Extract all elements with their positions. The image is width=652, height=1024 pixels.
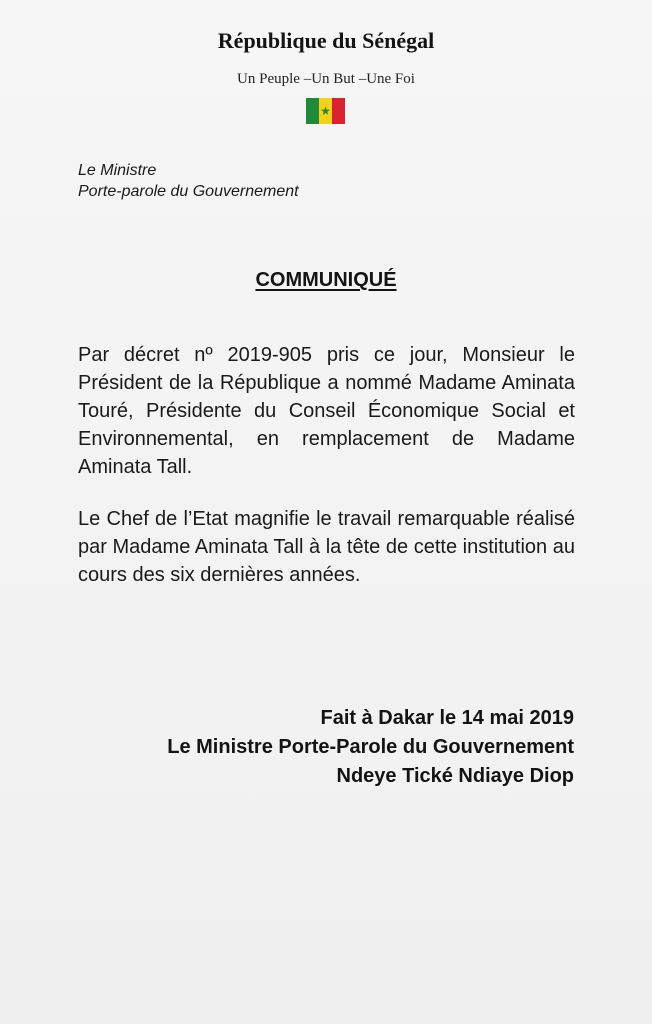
senegal-flag-icon <box>306 98 345 124</box>
sender-line-2: Porte-parole du Gouvernement <box>78 183 299 200</box>
body-paragraph-1: Par décret nº 2019-905 pris ce jour, Monsieur le Président de la République a nommé Madame Aminata Touré, Présidente du Conseil Économique Social et Environnemental, en remplacement de Madame Aminata Tall. <box>78 344 575 478</box>
signature-role: Le Ministre Porte-Parole du Gouvernement <box>167 736 574 758</box>
flag-band-green <box>306 98 319 124</box>
country-name: République du Sénégal <box>217 28 435 53</box>
star-icon: ★ <box>320 103 331 118</box>
document-title: COMMUNIQUÉ <box>255 269 397 291</box>
sender-line-1: Le Ministre <box>78 162 157 179</box>
signature-place-date: Fait à Dakar le 14 mai 2019 <box>320 707 574 729</box>
signature-name: Ndeye Tické Ndiaye Diop <box>336 765 574 787</box>
national-motto: Un Peuple –Un But –Une Foi <box>237 71 415 87</box>
flag-band-red <box>332 98 345 124</box>
sender-block <box>78 160 299 202</box>
flag-band-yellow <box>319 98 332 124</box>
signature-block <box>167 704 574 791</box>
body-paragraph-2: Le Chef de l’Etat magnifie le travail remarquable réalisé par Madame Aminata Tall à la tête de cette institution au cours des six dernières années. <box>78 508 575 586</box>
